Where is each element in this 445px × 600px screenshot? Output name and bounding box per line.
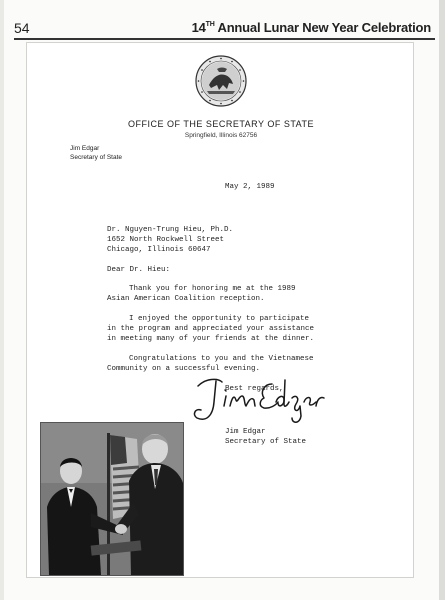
body-line: Asian American Coalition reception. xyxy=(107,295,265,303)
running-head-number: 14 xyxy=(191,20,206,35)
running-head-title: Annual Lunar New Year Celebration xyxy=(217,20,431,35)
recipient-line: 1652 North Rockwell Street xyxy=(107,236,225,244)
sender-name: Jim Edgar xyxy=(70,145,100,152)
signer-name: Jim Edgar xyxy=(225,428,266,436)
handshake-photo xyxy=(40,422,184,576)
office-name: OFFICE OF THE SECRETARY OF STATE xyxy=(127,119,315,129)
office-address: Springfield, Illinois 62756 xyxy=(184,132,258,139)
signer-title: Secretary of State xyxy=(225,438,307,446)
page-edge-right xyxy=(439,0,445,600)
body-line: in the program and appreciated your assistance xyxy=(107,325,315,333)
recipient-line: Chicago, Illinois 60647 xyxy=(107,246,211,254)
running-head-ordinal: TH xyxy=(205,21,215,28)
body-line: in meeting many of your friends at the dinner. xyxy=(107,335,315,343)
sender-title: Secretary of State xyxy=(70,154,123,161)
handwritten-signature xyxy=(188,372,338,428)
letter-date: May 2, 1989 xyxy=(225,183,275,191)
header-rule xyxy=(14,38,435,40)
closing: Best regards, xyxy=(225,385,284,393)
body-line: Congratulations to you and the Vietnamese xyxy=(129,355,314,363)
page-edge-left xyxy=(0,0,4,600)
recipient-line: Dr. Nguyen-Trung Hieu, Ph.D. xyxy=(107,226,234,234)
running-head xyxy=(192,20,431,35)
page-number: 54 xyxy=(14,20,30,36)
state-seal-icon xyxy=(195,55,247,107)
body-line: Community on a successful evening. xyxy=(107,365,261,373)
salutation: Dear Dr. Hieu: xyxy=(107,266,171,274)
body-line: Thank you for honoring me at the 1989 xyxy=(129,285,296,293)
body-line: I enjoyed the opportunity to participate xyxy=(129,315,310,323)
